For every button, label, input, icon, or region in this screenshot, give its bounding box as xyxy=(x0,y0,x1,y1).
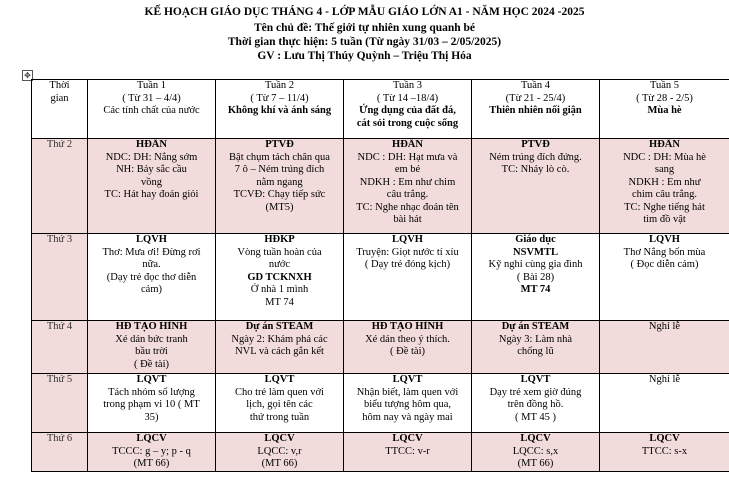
activity-line: biểu tượng hôm qua, xyxy=(363,399,452,410)
activity-line: (MT 66) xyxy=(133,458,170,469)
activity-line: Nhận biết, làm quen với xyxy=(356,386,459,398)
week-name: Tuần 5 xyxy=(649,80,680,91)
activity-line: TC: Nhảy lò cò. xyxy=(501,164,570,175)
activity-title: Nghỉ lễ xyxy=(648,374,681,385)
activity-line: GD TCKNXH xyxy=(247,271,312,283)
activity-cell xyxy=(216,433,344,472)
activity-line: em bé xyxy=(394,164,421,175)
activity-cell xyxy=(600,321,729,374)
activity-line: (MT5) xyxy=(265,201,294,213)
activity-title: PTVĐ xyxy=(265,139,294,150)
table-row xyxy=(32,374,729,433)
activity-line: vồng xyxy=(141,176,162,188)
activity-line: (MT 66) xyxy=(261,458,298,469)
day-label: Thứ 3 xyxy=(46,234,73,245)
activity-line: Ở nhà 1 mình xyxy=(250,284,309,295)
week-name: Tuần 3 xyxy=(392,80,423,91)
activity-line: Truyện: Giọt nước tí xíu xyxy=(356,246,459,258)
day-cell xyxy=(32,321,88,374)
week-name: Tuần 2 xyxy=(264,80,295,91)
activity-line: Xé dán bức tranh xyxy=(115,333,188,345)
activity-title: LQVT xyxy=(264,374,295,385)
activity-cell xyxy=(344,433,472,472)
corner-cell xyxy=(32,80,88,139)
activity-line: bầu trời xyxy=(135,346,168,357)
activity-title: HĐKP xyxy=(264,234,295,245)
activity-line: ( Đọc diễn cảm) xyxy=(630,259,699,270)
day-label: Thứ 6 xyxy=(46,433,73,444)
activity-line: NDKH : Em như chim xyxy=(359,176,456,188)
week-name: Tuần 4 xyxy=(520,80,551,91)
activity-title: PTVĐ xyxy=(521,139,550,150)
activity-cell xyxy=(472,433,600,472)
activity-title: LQVT xyxy=(520,374,551,385)
activity-title: Nghỉ lễ xyxy=(648,321,681,332)
activity-line: MT 74 xyxy=(265,296,294,308)
table-row xyxy=(32,433,729,472)
activity-title: HĐÂN xyxy=(136,139,167,150)
activity-title: LQVH xyxy=(136,234,167,245)
activity-cell xyxy=(88,433,216,472)
day-cell xyxy=(32,374,88,433)
week-header-1 xyxy=(88,80,216,139)
week-range: ( Từ 14 –18/4) xyxy=(376,92,439,104)
activity-title: LQCV xyxy=(520,433,551,444)
activity-line: (MT 66) xyxy=(517,458,554,469)
activity-line: Thơ Nắng bốn mùa xyxy=(623,246,706,258)
corner-label: Thời xyxy=(49,80,70,91)
week-range: ( Từ 31 – 4/4) xyxy=(122,92,181,104)
activity-line: Kỹ nghỉ cùng gia đình xyxy=(488,259,583,270)
activity-cell xyxy=(344,374,472,433)
activity-cell xyxy=(88,321,216,374)
week-topic: Không khí và ánh sáng xyxy=(227,105,332,116)
activity-line: Tách nhóm số lượng xyxy=(108,386,195,398)
activity-cell xyxy=(600,234,729,321)
day-cell xyxy=(32,433,88,472)
week-header-4 xyxy=(472,80,600,139)
activity-line: Xé dán theo ý thích. xyxy=(365,333,450,345)
activity-line: TTCC: v-r xyxy=(385,445,430,457)
table-header-row xyxy=(32,80,729,139)
day-label: Thứ 5 xyxy=(46,374,73,385)
activity-title: LQVT xyxy=(392,374,423,385)
activity-line: (Dạy trẻ đọc thơ diễn xyxy=(106,271,197,283)
activity-title: LQCV xyxy=(392,433,423,444)
activity-line: NDC: DH: Nắng sớm xyxy=(105,151,198,163)
activity-line: TCVĐ: Chạy tiếp sức xyxy=(233,189,326,200)
activity-line: TC: Nghe nhạc đoán tên xyxy=(356,201,459,213)
activity-line: NDKH : Em như xyxy=(628,176,701,188)
corner-label: gian xyxy=(50,92,69,104)
day-label: Thứ 4 xyxy=(46,321,73,332)
activity-cell xyxy=(216,234,344,321)
activity-title: LQVH xyxy=(649,234,680,245)
education-plan-table xyxy=(31,79,729,472)
activity-line: Thơ: Mưa ơi! Đừng rơi xyxy=(102,246,201,258)
activity-line: lịch, gọi tên các xyxy=(246,399,313,410)
activity-line: Dạy trẻ xem giờ đúng xyxy=(489,386,582,398)
week-range: (Từ 21 - 25/4) xyxy=(505,92,566,104)
day-cell xyxy=(32,139,88,234)
table-move-handle-icon[interactable]: ✥ xyxy=(22,70,33,81)
activity-title: LQCV xyxy=(264,433,295,444)
activity-line: Cho trẻ làm quen với xyxy=(235,386,324,398)
activity-line: Vòng tuần hoàn của xyxy=(237,246,322,258)
activity-line: Ngày 3: Làm nhà xyxy=(498,333,573,345)
activity-line: ( Dạy trẻ đóng kịch) xyxy=(364,259,451,270)
activity-cell xyxy=(600,433,729,472)
activity-line: nữa. xyxy=(142,259,161,270)
week-range: ( Từ 7 – 11/4) xyxy=(250,92,309,104)
week-topic: Ứng dụng của đất đá, xyxy=(359,105,456,116)
activity-line: Bật chụm tách chân qua xyxy=(229,151,330,163)
activity-cell xyxy=(216,374,344,433)
activity-title: HĐÂN xyxy=(392,139,423,150)
activity-line: ( Đề tài) xyxy=(390,346,425,357)
activity-line: LQCC: s,x xyxy=(512,445,559,457)
activity-line: nằm ngang xyxy=(256,176,303,188)
activity-title: HĐ TẠO HÌNH xyxy=(115,321,188,332)
activity-cell xyxy=(216,139,344,234)
week-header-2 xyxy=(216,80,344,139)
activity-title: Dự án STEAM xyxy=(245,321,314,332)
day-cell xyxy=(32,234,88,321)
table-row xyxy=(32,234,729,321)
week-topic: Thiên nhiên nổi giận xyxy=(489,105,582,116)
activity-line: chống lũ xyxy=(517,346,554,357)
activity-title: Giáo dục xyxy=(515,234,556,245)
activity-line: NDC : DH: Mùa hè xyxy=(623,151,706,163)
activity-line: nước xyxy=(268,259,291,270)
table-row xyxy=(32,321,729,374)
activity-line: chim câu trắng. xyxy=(631,189,697,200)
week-topic: Mùa hè xyxy=(647,105,682,116)
activity-cell xyxy=(344,321,472,374)
activity-cell xyxy=(216,321,344,374)
activity-line: cảm) xyxy=(141,284,162,295)
activity-cell xyxy=(88,234,216,321)
week-topic: cát sỏi trong cuộc sống xyxy=(356,117,459,129)
document-title: KẾ HOẠCH GIÁO DỤC THÁNG 4 - LỚP MẪU GIÁO LỚN A1 - NĂM HỌC 2024 -2025 xyxy=(144,6,585,18)
week-range: ( Từ 28 - 2/5) xyxy=(636,92,693,104)
activity-cell xyxy=(600,139,729,234)
activity-line: TCCC: g – y; p - q xyxy=(112,445,191,457)
activity-line: 7 ô – Ném trúng đích xyxy=(234,164,325,175)
activity-cell xyxy=(472,234,600,321)
activity-title: LQCV xyxy=(649,433,680,444)
table-row xyxy=(32,139,729,234)
activity-line: sang xyxy=(654,164,675,175)
theme-line: Tên chủ đề: Thế giới tự nhiên xung quanh bé xyxy=(253,22,476,34)
activity-line: TC: Hát hay đoán giỏi xyxy=(104,189,199,200)
activity-line: câu trắng. xyxy=(386,189,429,200)
activity-line: tìm đồ vật xyxy=(643,214,686,225)
activity-title: LQCV xyxy=(136,433,167,444)
activity-line: trên đồng hồ. xyxy=(507,399,564,410)
activity-line: Ngày 2: Khám phá các xyxy=(231,333,328,345)
activity-cell xyxy=(88,139,216,234)
activity-cell xyxy=(600,374,729,433)
day-label: Thứ 2 xyxy=(46,139,73,150)
activity-cell xyxy=(472,139,600,234)
activity-line: Ném trúng đích đứng. xyxy=(489,151,582,163)
activity-line: 35) xyxy=(144,411,159,423)
activity-line: ( MT 45 ) xyxy=(515,411,556,423)
week-topic: Các tính chất của nước xyxy=(103,105,200,116)
activity-cell xyxy=(88,374,216,433)
activity-title: LQVH xyxy=(392,234,423,245)
activity-cell xyxy=(344,139,472,234)
week-header-5 xyxy=(600,80,729,139)
activity-line: NSVMTL xyxy=(513,246,558,258)
activity-title: HĐ TẠO HÌNH xyxy=(371,321,444,332)
activity-title: HĐÂN xyxy=(649,139,680,150)
activity-line: trong phạm vi 10 ( MT xyxy=(103,399,200,410)
activity-line: thứ trong tuần xyxy=(249,411,310,423)
activity-title: LQVT xyxy=(136,374,167,385)
activity-line: NVL và cách gắn kết xyxy=(235,346,324,357)
activity-line: MT 74 xyxy=(520,284,551,295)
activity-line: NH: Bảy sắc cầu xyxy=(116,164,187,175)
activity-title: Dự án STEAM xyxy=(501,321,570,332)
activity-cell xyxy=(344,234,472,321)
activity-cell xyxy=(472,374,600,433)
activity-line: bài hát xyxy=(393,214,422,225)
activity-line: LQCC: v,r xyxy=(257,445,302,457)
activity-line: ( Bài 28) xyxy=(516,271,555,283)
teachers-line: GV : Lưu Thị Thúy Quỳnh – Triệu Thị Hóa xyxy=(257,50,472,62)
activity-line: ( Đề tài) xyxy=(134,358,169,370)
activity-cell xyxy=(472,321,600,374)
activity-line: hôm nay và ngày mai xyxy=(362,411,453,423)
week-header-3 xyxy=(344,80,472,139)
activity-line: TTCC: s-x xyxy=(641,445,688,457)
activity-line: TC: Nghe tiếng hát xyxy=(624,201,705,213)
week-name: Tuần 1 xyxy=(136,80,167,91)
duration-line: Thời gian thực hiện: 5 tuần (Từ ngày 31/03 – 2/05/2025) xyxy=(227,36,502,48)
activity-line: NDC : DH: Hạt mưa và xyxy=(357,151,458,163)
